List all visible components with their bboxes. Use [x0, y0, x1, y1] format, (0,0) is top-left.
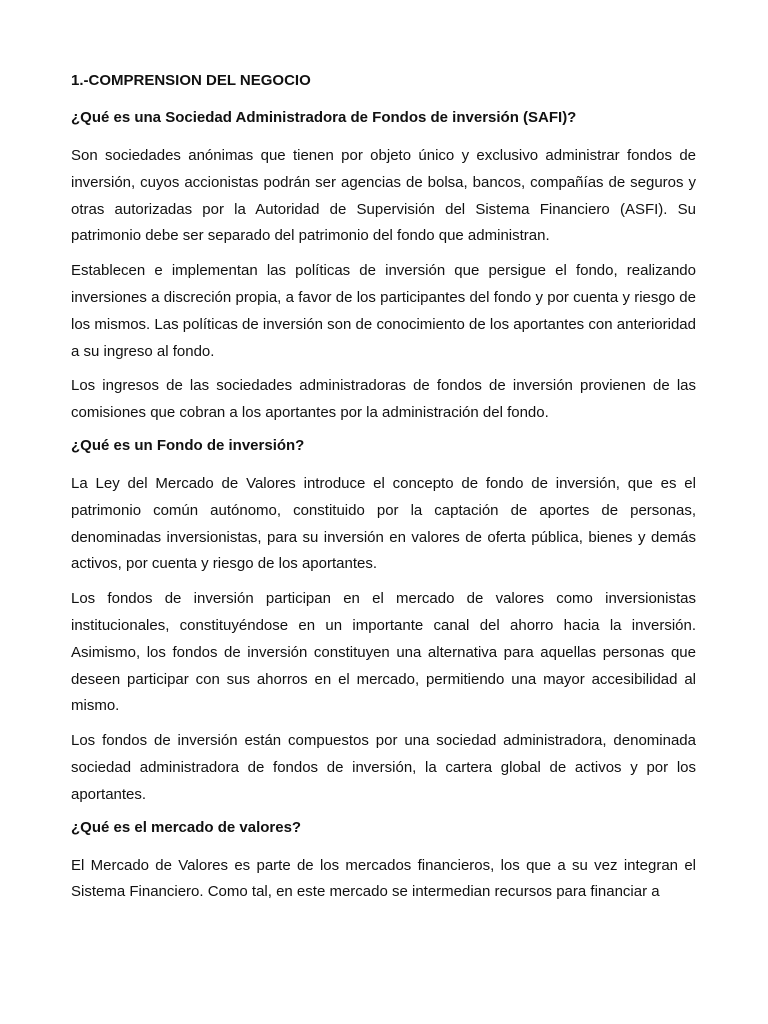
question-fondo-inversion: ¿Qué es un Fondo de inversión?: [71, 436, 305, 454]
paragraph: La Ley del Mercado de Valores introduce el concepto de fondo de inversión, que es el patrimonio común autónomo, constituido por la captación de aportes de personas, denominadas inversionistas, para su inversión en valores de oferta pública, bienes y demás activos, por cuenta y riesgo de los aportantes.: [71, 474, 696, 573]
document-page: [71, 70, 696, 914]
paragraph: Los fondos de inversión participan en el mercado de valores como inversionistas institucionales, constituyéndose en un importante canal del ahorro hacia la inversión. Asimismo, los fondos de inversión constituyen una alternativa para aquellas personas que deseen participar con sus ahorros en el mercado, permitiendo una mayor accesibilidad al mismo.: [71, 590, 696, 715]
paragraph: Los ingresos de las sociedades administradoras de fondos de inversión provienen de las comisiones que cobran a los aportantes por la administración del fondo.: [71, 377, 696, 422]
paragraph: El Mercado de Valores es parte de los mercados financieros, los que a su vez integran el Sistema Financiero. Como tal, en este mercado se intermedian recursos para financiar a: [71, 856, 696, 901]
paragraph: Son sociedades anónimas que tienen por objeto único y exclusivo administrar fondos de inversión, cuyos accionistas podrán ser agencias de bolsa, bancos, compañías de seguros y otras autorizadas por la Autoridad de Supervisión del Sistema Financiero (ASFI). Su patrimonio debe ser separado del patrimonio del fondo que administran.: [71, 147, 696, 245]
question-safi: ¿Qué es una Sociedad Administradora de Fondos de inversión (SAFI)?: [71, 109, 577, 126]
question-mercado-valores: ¿Qué es el mercado de valores?: [71, 818, 302, 836]
paragraph: Establecen e implementan las políticas de inversión que persigue el fondo, realizando inversiones a discreción propia, a favor de los participantes del fondo y por cuenta y riesgo de los mismos. Las políticas de inversión son de conocimiento de los aportantes con anterioridad a su ingreso al fondo.: [71, 262, 696, 360]
section-title: 1.-COMPRENSION DEL NEGOCIO: [71, 72, 311, 89]
paragraph: Los fondos de inversión están compuestos por una sociedad administradora, denominada sociedad administradora de fondos de inversión, la cartera global de activos y por los aportantes.: [71, 732, 696, 803]
